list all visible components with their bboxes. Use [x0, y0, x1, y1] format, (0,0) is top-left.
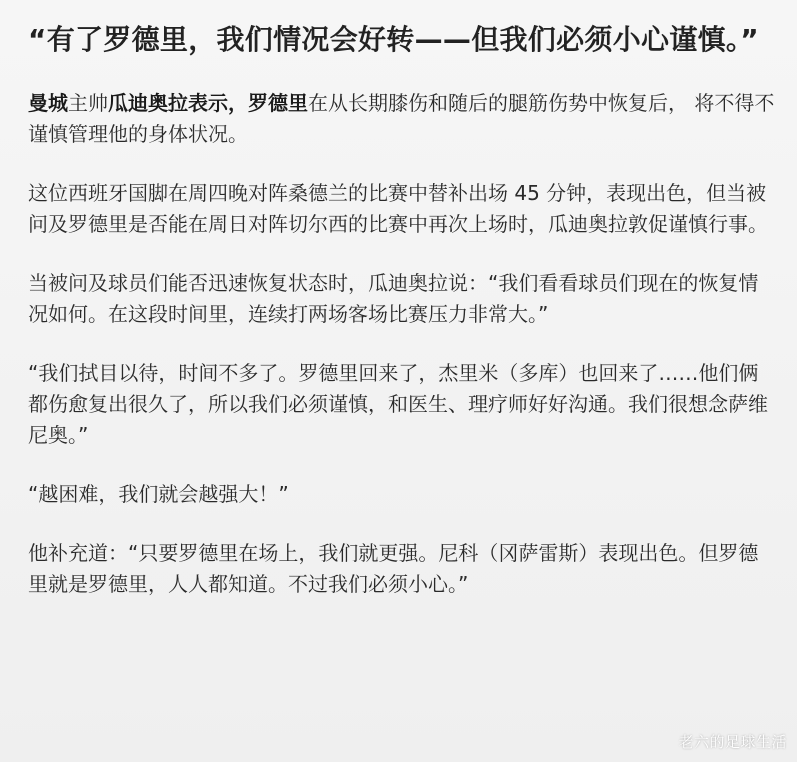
- paragraph-6: 他补充道：“只要罗德里在场上，我们就更强。尼科（冈萨雷斯）表现出色。但罗德里就是罗德里，人人都知道。不过我们必须小心。”: [28, 541, 759, 596]
- bold-team-name: 曼城: [28, 91, 68, 115]
- paragraph-2: 这位西班牙国脚在周四晚对阵桑德兰的比赛中替补出场 45 分钟，表现出色，但当被问及罗德里是否能在周日对阵切尔西的比赛中再次上场时，瓜迪奥拉敦促谨慎行事。: [28, 181, 768, 236]
- paragraph-1-text-a: 主帅: [68, 91, 108, 115]
- headline: “有了罗德里，我们情况会好转——但我们必须小心谨慎。”: [28, 23, 759, 56]
- paragraph-1: [28, 88, 776, 150]
- article-body: [28, 22, 776, 628]
- paragraph-1-text-b: 在从长期膝伤和随后的腿筋伤势中恢复后， 将不得不谨慎管理他的身体状况。: [28, 91, 775, 146]
- bold-coach-statement: 瓜迪奥拉表示，罗德里: [108, 91, 308, 115]
- watermark: 老六的足球生活: [678, 733, 787, 751]
- paragraph-3: 当被问及球员们能否迅速恢复状态时，瓜迪奥拉说：“我们看看球员们现在的恢复情况如何。在这段时间里，连续打两场客场比赛压力非常大。”: [28, 271, 759, 326]
- paragraph-4: “我们拭目以待，时间不多了。罗德里回来了，杰里米（多库）也回来了……他们俩都伤愈复出很久了，所以我们必须谨慎，和医生、理疗师好好沟通。我们很想念萨维尼奥。”: [28, 361, 768, 447]
- paragraph-5: “越困难，我们就会越强大！”: [28, 482, 289, 506]
